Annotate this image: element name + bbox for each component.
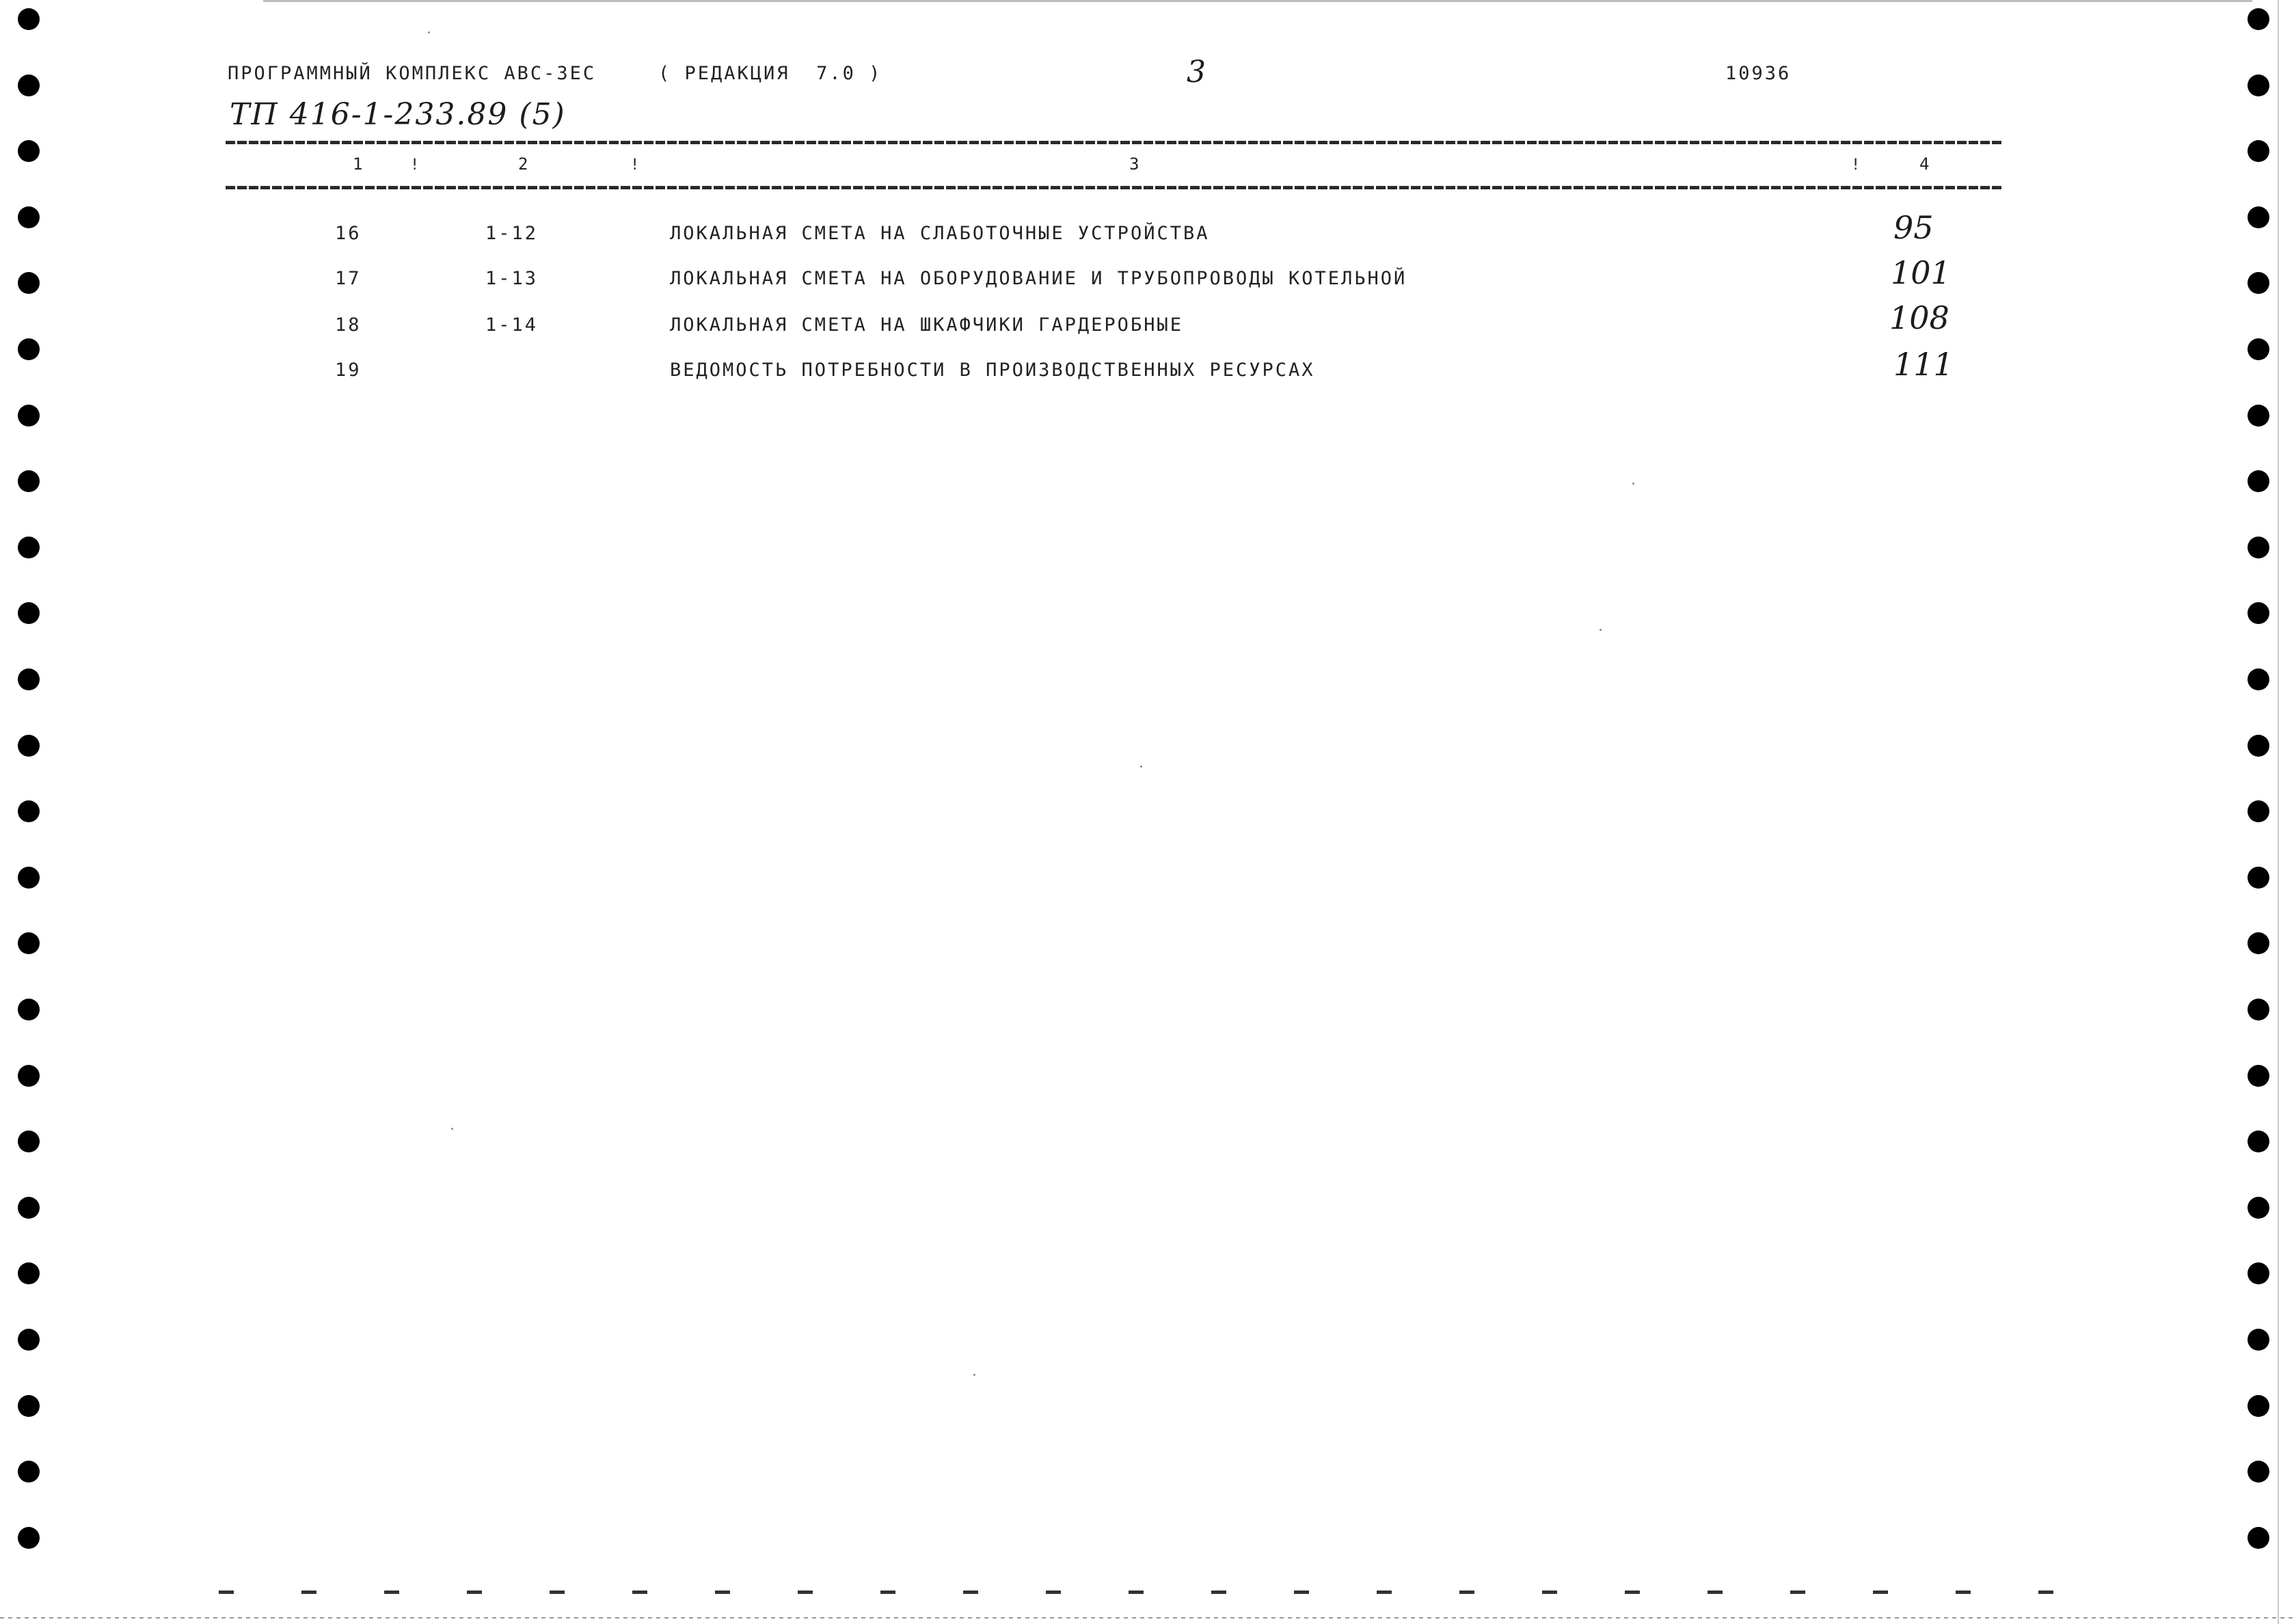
dash-mark	[384, 1591, 399, 1594]
feed-hole	[18, 602, 40, 624]
dash-mark	[1129, 1591, 1144, 1594]
dash-mark	[632, 1591, 647, 1594]
feed-hole	[2248, 668, 2269, 690]
row-number: 18	[335, 314, 362, 336]
feed-hole	[2248, 1065, 2269, 1087]
feed-hole	[2248, 1527, 2269, 1549]
feed-hole	[18, 800, 40, 822]
feed-hole	[18, 537, 40, 558]
feed-hole	[18, 405, 40, 427]
feed-hole	[18, 1527, 40, 1549]
feed-hole	[18, 470, 40, 492]
tractor-holes-right	[2248, 0, 2272, 1624]
scan-speck	[1140, 766, 1142, 768]
row-number: 19	[335, 360, 362, 381]
table-top-rule	[226, 141, 2003, 144]
edition: ( РЕДАКЦИЯ 7.0 )	[658, 63, 882, 84]
feed-hole	[2248, 735, 2269, 757]
feed-hole	[18, 272, 40, 294]
feed-hole	[18, 206, 40, 228]
dash-mark	[301, 1591, 316, 1594]
feed-hole	[18, 1131, 40, 1152]
col-header-2: 2	[518, 154, 530, 174]
feed-hole	[18, 1197, 40, 1219]
feed-hole	[2248, 1262, 2269, 1284]
feed-hole	[18, 1262, 40, 1284]
dash-mark	[715, 1591, 730, 1594]
feed-hole	[18, 1395, 40, 1417]
row-page: 101	[1891, 254, 1951, 291]
feed-hole	[2248, 999, 2269, 1020]
bottom-dash-marks	[219, 1591, 2010, 1596]
feed-hole	[2248, 338, 2269, 360]
program-name: ПРОГРАММНЫЙ КОМПЛЕКС АВС-3ЕС	[228, 63, 597, 84]
feed-hole	[2248, 75, 2269, 96]
feed-hole	[18, 75, 40, 96]
dash-mark	[880, 1591, 895, 1594]
feed-hole	[2248, 8, 2269, 30]
row-page: 111	[1893, 346, 1954, 383]
dash-mark	[1211, 1591, 1226, 1594]
tractor-holes-left	[18, 0, 42, 1624]
feed-hole	[18, 1065, 40, 1087]
feed-hole	[2248, 1461, 2269, 1483]
feed-hole	[2248, 537, 2269, 558]
feed-hole	[2248, 867, 2269, 889]
row-code: 1-14	[485, 314, 539, 336]
paper-right-edge	[2278, 0, 2279, 1624]
scan-speck	[428, 31, 430, 33]
row-code: 1-12	[485, 223, 539, 244]
dash-mark	[1708, 1591, 1723, 1594]
feed-hole	[18, 735, 40, 757]
page-number: 3	[1187, 55, 1206, 90]
col-separator: !	[630, 157, 642, 174]
feed-hole	[18, 338, 40, 360]
row-page: 95	[1893, 209, 1934, 246]
col-separator: !	[410, 157, 422, 174]
feed-hole	[18, 932, 40, 954]
dash-mark	[550, 1591, 565, 1594]
col-header-1: 1	[353, 154, 365, 174]
row-code: 1-13	[485, 268, 539, 289]
dash-mark	[219, 1591, 234, 1594]
doc-number: 10936	[1725, 63, 1792, 84]
dash-mark	[963, 1591, 978, 1594]
col-header-4: 4	[1919, 154, 1932, 174]
row-title: ЛОКАЛЬНАЯ СМЕТА НА ОБОРУДОВАНИЕ И ТРУБОПРОВОДЫ КОТЕЛЬНОЙ	[670, 268, 1407, 289]
row-number: 16	[335, 223, 362, 244]
feed-hole	[2248, 602, 2269, 624]
feed-hole	[2248, 405, 2269, 427]
paper-perforation	[0, 1617, 2294, 1619]
dash-mark	[1956, 1591, 1971, 1594]
feed-hole	[2248, 1329, 2269, 1351]
scan-speck	[1632, 483, 1634, 485]
scan-speck	[973, 1374, 975, 1376]
col-separator: !	[1851, 157, 1863, 174]
dash-mark	[1377, 1591, 1392, 1594]
feed-hole	[2248, 206, 2269, 228]
project-code: ТП 416-1-233.89 (5)	[230, 97, 566, 132]
dash-mark	[1459, 1591, 1474, 1594]
feed-hole	[18, 668, 40, 690]
feed-hole	[2248, 932, 2269, 954]
feed-hole	[2248, 1395, 2269, 1417]
feed-hole	[18, 1329, 40, 1351]
feed-hole	[2248, 272, 2269, 294]
dash-mark	[1790, 1591, 1805, 1594]
feed-hole	[18, 999, 40, 1020]
feed-hole	[2248, 1131, 2269, 1152]
dash-mark	[798, 1591, 813, 1594]
dash-mark	[467, 1591, 482, 1594]
row-page: 108	[1889, 299, 1949, 336]
feed-hole	[18, 1461, 40, 1483]
dash-mark	[1873, 1591, 1888, 1594]
feed-hole	[2248, 800, 2269, 822]
feed-hole	[2248, 1197, 2269, 1219]
row-number: 17	[335, 268, 362, 289]
table-header-rule	[226, 186, 2003, 189]
feed-hole	[2248, 470, 2269, 492]
dash-mark	[1046, 1591, 1061, 1594]
scan-speck	[1600, 629, 1602, 631]
feed-hole	[18, 867, 40, 889]
row-title: ЛОКАЛЬНАЯ СМЕТА НА СЛАБОТОЧНЫЕ УСТРОЙСТВА	[670, 223, 1210, 244]
dash-mark	[1294, 1591, 1309, 1594]
dash-mark	[2038, 1591, 2053, 1594]
dash-mark	[1542, 1591, 1557, 1594]
feed-hole	[18, 140, 40, 162]
scan-speck	[451, 1128, 453, 1130]
row-title: ВЕДОМОСТЬ ПОТРЕБНОСТИ В ПРОИЗВОДСТВЕННЫХ РЕСУРСАХ	[670, 360, 1315, 381]
col-header-3: 3	[1129, 154, 1142, 174]
dash-mark	[1625, 1591, 1640, 1594]
feed-hole	[2248, 140, 2269, 162]
row-title: ЛОКАЛЬНАЯ СМЕТА НА ШКАФЧИКИ ГАРДЕРОБНЫЕ	[670, 314, 1183, 336]
feed-hole	[18, 8, 40, 30]
paper-top-edge	[263, 0, 2252, 2]
